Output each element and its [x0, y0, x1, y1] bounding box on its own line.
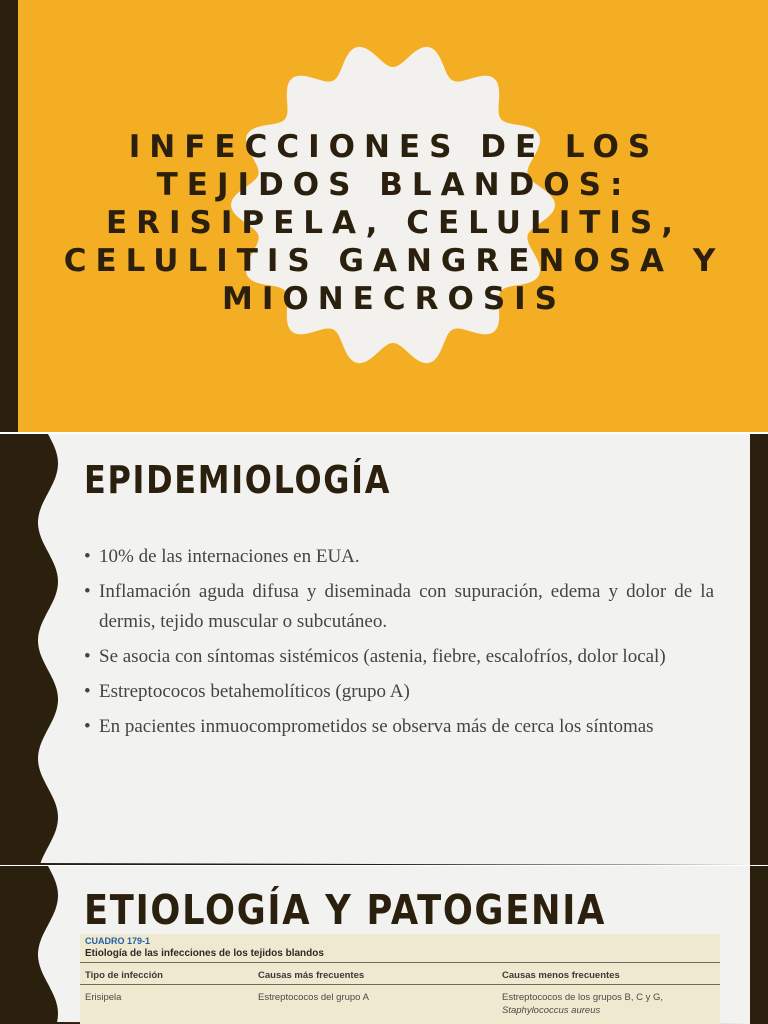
- bullet-item: [84, 677, 714, 707]
- bullet-item: [84, 712, 714, 742]
- bullet-dot: •: [84, 546, 91, 567]
- bullet-text: Inflamación aguda difusa y diseminada con supuración, edema y dolor de la dermis, tejido muscular o subcutáneo.: [99, 581, 714, 632]
- column-header: Tipo de infección: [85, 970, 163, 981]
- bullet-list: [84, 542, 714, 747]
- table-title: Etiología de las infecciones de los tejidos blandos: [85, 948, 324, 959]
- table-number: CUADRO 179-1: [85, 936, 151, 946]
- slide-title: INFECCIONES DE LOS TEJIDOS BLANDOS: ERISIPELA, CELULITIS, CELULITIS GANGRENOSA Y MIONECROSIS: [63, 129, 725, 317]
- table-rule: [80, 962, 720, 963]
- bullet-text: 10% de las internaciones en EUA.: [99, 546, 360, 567]
- title-slide: [0, 0, 768, 432]
- table-cell: Estreptococos de los grupos B, C y G, Staphylococcus aureus: [502, 992, 664, 1016]
- bullet-dot: •: [84, 646, 91, 667]
- bullet-text: En pacientes inmuocomprometidos se observa más de cerca los síntomas: [99, 716, 654, 737]
- etiology-slide: [0, 866, 768, 1024]
- etiology-table: [80, 934, 720, 1024]
- bullet-dot: •: [84, 716, 91, 737]
- bullet-item: [84, 577, 714, 637]
- bullet-dot: •: [84, 681, 91, 702]
- column-header: Causas menos frecuentes: [502, 970, 620, 981]
- section-heading: EPIDEMIOLOGÍA: [84, 458, 392, 502]
- table-cell: Erisipela: [85, 992, 122, 1003]
- bullet-text: Estreptococos betahemolíticos (grupo A): [99, 681, 410, 702]
- bullet-item: [84, 542, 714, 572]
- bullet-text: Se asocia con síntomas sistémicos (astenia, fiebre, escalofríos, dolor local): [99, 646, 666, 667]
- bullet-dot: •: [84, 581, 91, 602]
- epidemiology-slide: [0, 434, 768, 865]
- section-heading: ETIOLOGÍA Y PATOGENIA: [84, 886, 607, 934]
- column-header: Causas más frecuentes: [258, 970, 365, 981]
- left-accent-bar: [0, 0, 18, 432]
- table-cell: Estreptococos del grupo A: [258, 992, 369, 1003]
- table-rule: [80, 984, 720, 985]
- bullet-item: [84, 642, 714, 672]
